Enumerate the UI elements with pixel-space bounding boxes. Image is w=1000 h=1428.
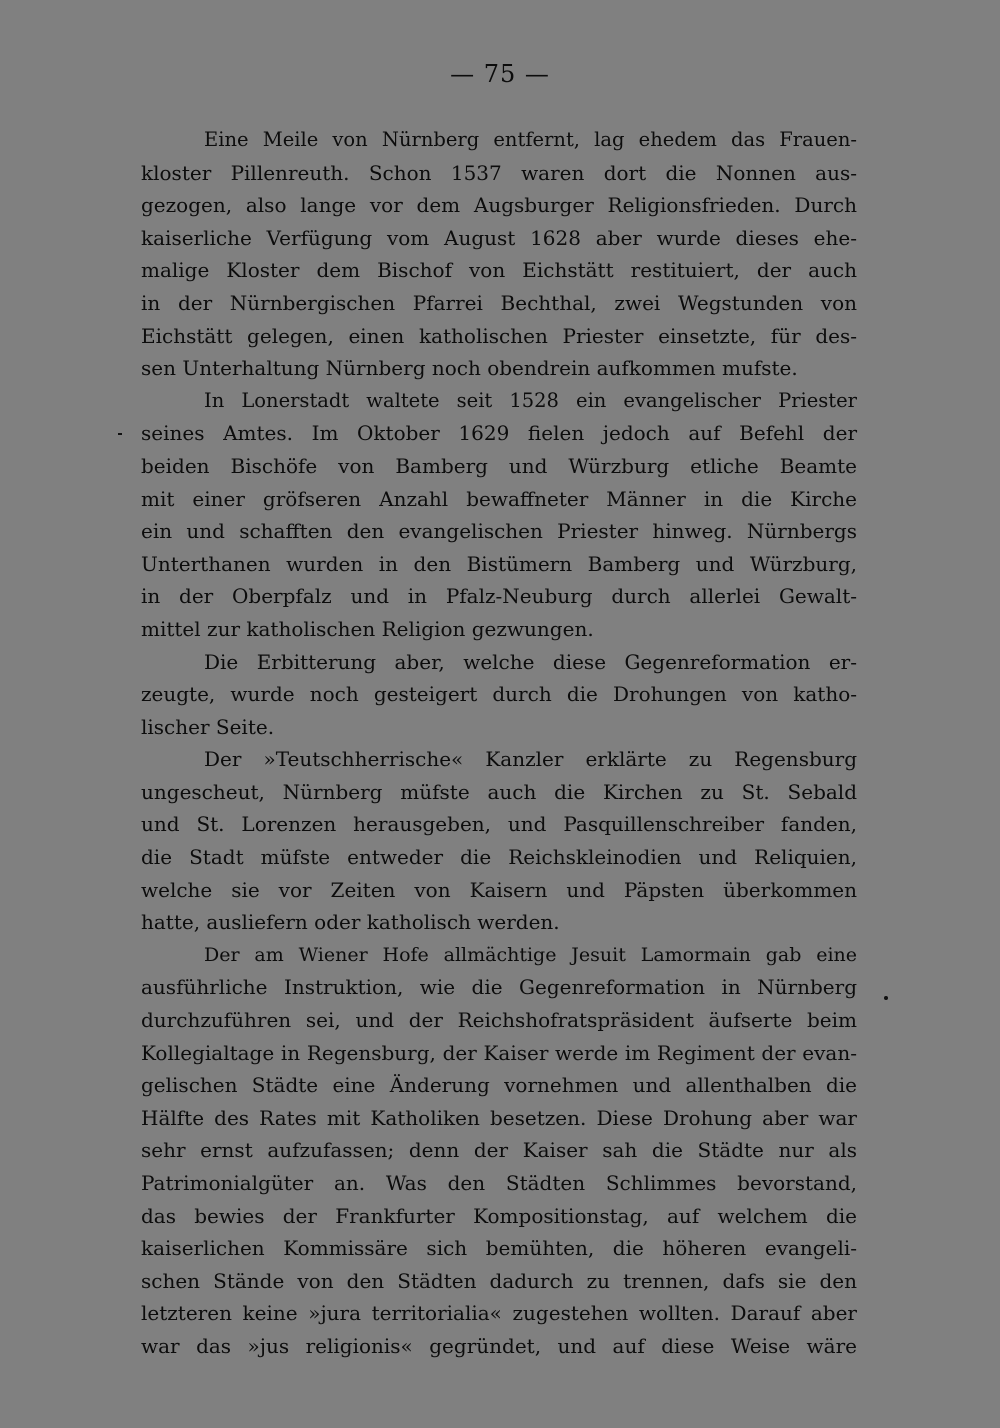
text-line: hatte, ausliefern oder katholisch werden. [141,910,560,935]
text-line: gezogen, also lange vor dem Augsburger Religionsfrieden. Durch [141,193,857,218]
text-line: mit einer gröfseren Anzahl bewaffneter Männer in die Kirche [141,486,857,511]
text-line: Unterthanen wurden in den Bistümern Bamberg und Würzburg, [141,551,857,576]
margin-mark [118,433,122,435]
text-line: lischer Seite. [141,714,275,739]
text-line: Eine Meile von Nürnberg entfernt, lag ehedem das Frauen- [204,128,857,151]
text-line: das bewies der Frankfurter Kompositionstag, auf welchem die [141,1203,857,1228]
text-line: kloster Pillenreuth. Schon 1537 waren dort die Nonnen aus- [141,160,857,185]
text-line: Der »Teutschherrische« Kanzler erklärte zu Regensburg [204,747,857,772]
text-line: und St. Lorenzen herausgeben, und Pasquillenschreiber fanden, [141,812,857,837]
text-line: durchzuführen sei, und der Reichshofratspräsident äufserte beim [141,1008,857,1033]
text-line: sehr ernst aufzufassen; denn der Kaiser sah die Städte nur als [141,1138,857,1163]
text-line: Die Erbitterung aber, welche diese Gegenreformation er- [204,649,857,674]
text-line: Eichstätt gelegen, einen katholischen Priester einsetzte, für des- [141,323,857,348]
text-line: mittel zur katholischen Religion gezwungen. [141,616,594,641]
text-line: in der Oberpfalz und in Pfalz-Neuburg durch allerlei Gewalt- [141,584,857,609]
text-line: In Lonerstadt waltete seit 1528 ein evangelischer Priester [204,388,857,412]
text-line: ausführliche Instruktion, wie die Gegenreformation in Nürnberg [141,975,857,1000]
text-line: sen Unterhaltung Nürnberg noch obendrein aufkommen mufste. [141,356,798,381]
text-line: Kollegialtage in Regensburg, der Kaiser werde im Regiment der evan- [141,1040,857,1065]
text-line: kaiserlichen Kommissäre sich bemühten, die höheren evangeli- [141,1236,857,1261]
page-number-header: — 75 — [450,60,550,88]
text-line: in der Nürnbergischen Pfarrei Bechthal, zwei Wegstunden von [141,290,857,315]
text-line: seines Amtes. Im Oktober 1629 fielen jedoch auf Befehl der [141,421,857,446]
body-text [141,124,857,1363]
text-line: ein und schafften den evangelischen Priester hinweg. Nürnbergs [141,519,857,544]
text-line: Der am Wiener Hofe allmächtige Jesuit Lamormain gab eine [204,943,857,966]
margin-dot [884,996,888,1000]
text-line: zeugte, wurde noch gesteigert durch die Drohungen von katho- [141,682,857,707]
text-line: ungescheut, Nürnberg müfste auch die Kirchen zu St. Sebald [141,779,857,804]
text-line: beiden Bischöfe von Bamberg und Würzburg etliche Beamte [141,453,857,478]
text-line: schen Stände von den Städten dadurch zu trennen, dafs sie den [141,1268,857,1293]
text-line: malige Kloster dem Bischof von Eichstätt restituiert, der auch [141,258,857,283]
text-line: kaiserliche Verfügung vom August 1628 aber wurde dieses ehe- [141,225,857,250]
text-line: war das »jus religionis« gegründet, und auf diese Weise wäre [141,1333,857,1358]
text-line: Patrimonialgüter an. Was den Städten Schlimmes bevorstand, [141,1171,857,1195]
text-line: letzteren keine »jura territorialia« zugestehen wollten. Darauf aber [141,1301,857,1326]
text-line: welche sie vor Zeiten von Kaisern und Päpsten überkommen [141,877,857,902]
text-line: die Stadt müfste entweder die Reichskleinodien und Reliquien, [141,845,857,870]
text-line: gelischen Städte eine Änderung vornehmen und allenthalben die [141,1073,857,1098]
text-line: Hälfte des Rates mit Katholiken besetzen. Diese Drohung aber war [141,1105,857,1130]
